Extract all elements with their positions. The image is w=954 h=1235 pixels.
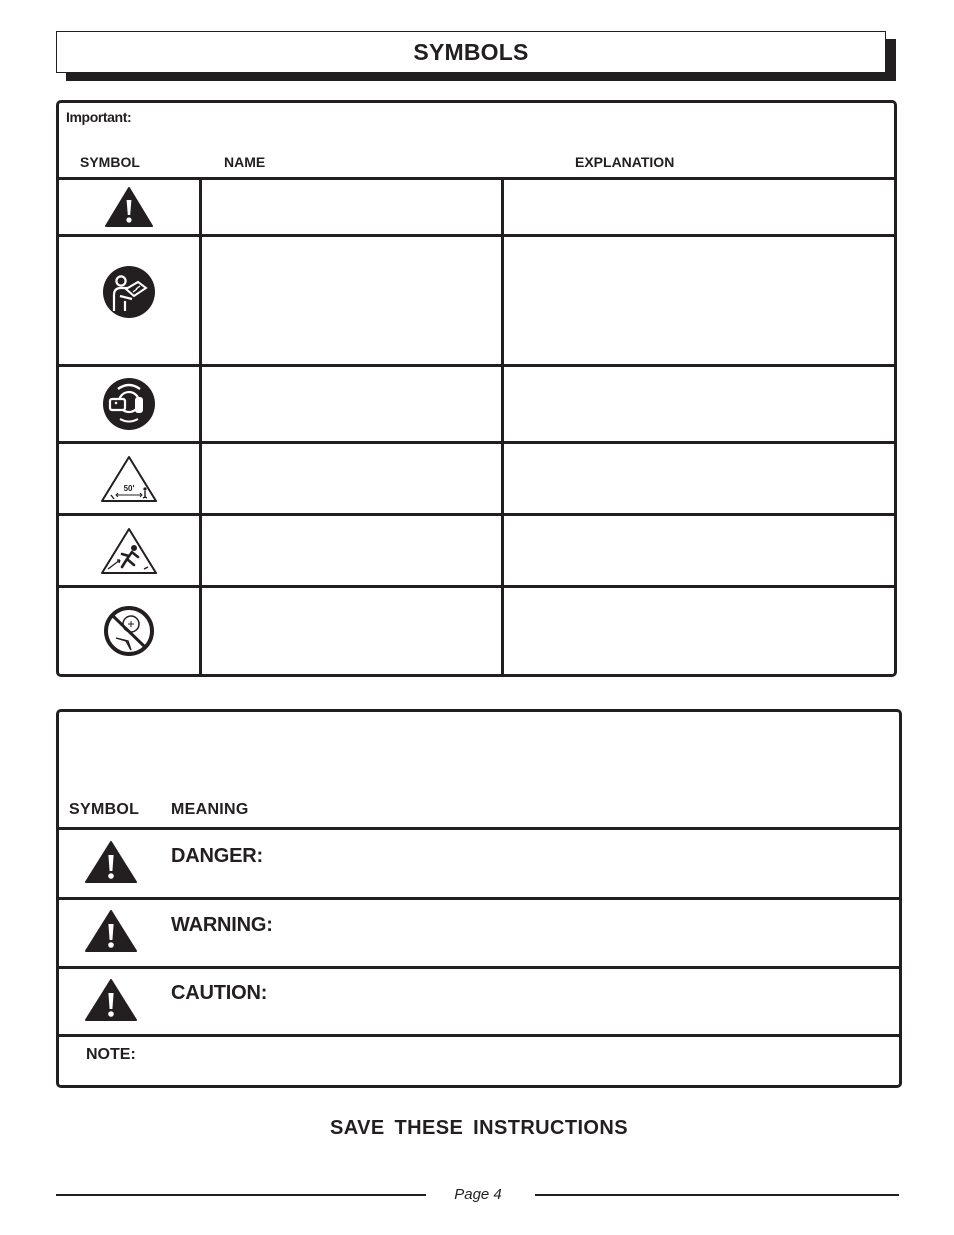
table-divider bbox=[58, 897, 900, 900]
table-row bbox=[59, 444, 199, 513]
column-divider bbox=[199, 178, 202, 674]
read-manual-icon bbox=[102, 265, 156, 319]
table-row bbox=[84, 909, 138, 953]
explanation-column-header: EXPLANATION bbox=[575, 154, 675, 170]
safety-alert-triangle-icon bbox=[84, 909, 138, 953]
distance-label: 50' bbox=[123, 483, 135, 493]
ricochet-warning-icon bbox=[100, 527, 158, 575]
danger-label: DANGER: bbox=[171, 845, 263, 867]
important-label: Important: bbox=[66, 109, 132, 125]
footer-rule-left bbox=[56, 1194, 426, 1196]
table-row bbox=[59, 237, 199, 347]
symbol-column-header: SYMBOL bbox=[69, 801, 140, 818]
footer-rule-right bbox=[535, 1194, 899, 1196]
meaning-column-header: MEANING bbox=[171, 801, 249, 818]
table-row bbox=[59, 367, 199, 441]
table-divider bbox=[58, 1034, 900, 1037]
save-instructions-heading: SAVE THESE INSTRUCTIONS bbox=[330, 1117, 628, 1139]
table-row bbox=[84, 840, 138, 884]
table-divider bbox=[58, 827, 900, 830]
safety-alert-triangle-icon bbox=[84, 978, 138, 1022]
table-row bbox=[59, 516, 199, 585]
table-row bbox=[59, 588, 199, 674]
safety-alert-triangle-icon bbox=[104, 186, 154, 228]
name-column-header: NAME bbox=[224, 154, 266, 170]
note-label: NOTE: bbox=[86, 1046, 136, 1063]
title-banner bbox=[56, 31, 886, 73]
table-divider bbox=[58, 966, 900, 969]
page-title: SYMBOLS bbox=[413, 38, 529, 65]
warning-label: WARNING: bbox=[171, 914, 273, 936]
table-row bbox=[84, 978, 138, 1022]
caution-label: CAUTION: bbox=[171, 982, 268, 1004]
safety-alert-triangle-icon bbox=[84, 840, 138, 884]
eye-hearing-protection-icon bbox=[102, 377, 156, 431]
table-row bbox=[59, 180, 199, 234]
symbol-column-header: SYMBOL bbox=[80, 154, 140, 170]
column-divider bbox=[501, 178, 504, 674]
page-number: Page 4 bbox=[454, 1186, 502, 1203]
no-blade-icon bbox=[102, 604, 156, 658]
keep-bystanders-away-50ft-icon bbox=[100, 455, 158, 503]
